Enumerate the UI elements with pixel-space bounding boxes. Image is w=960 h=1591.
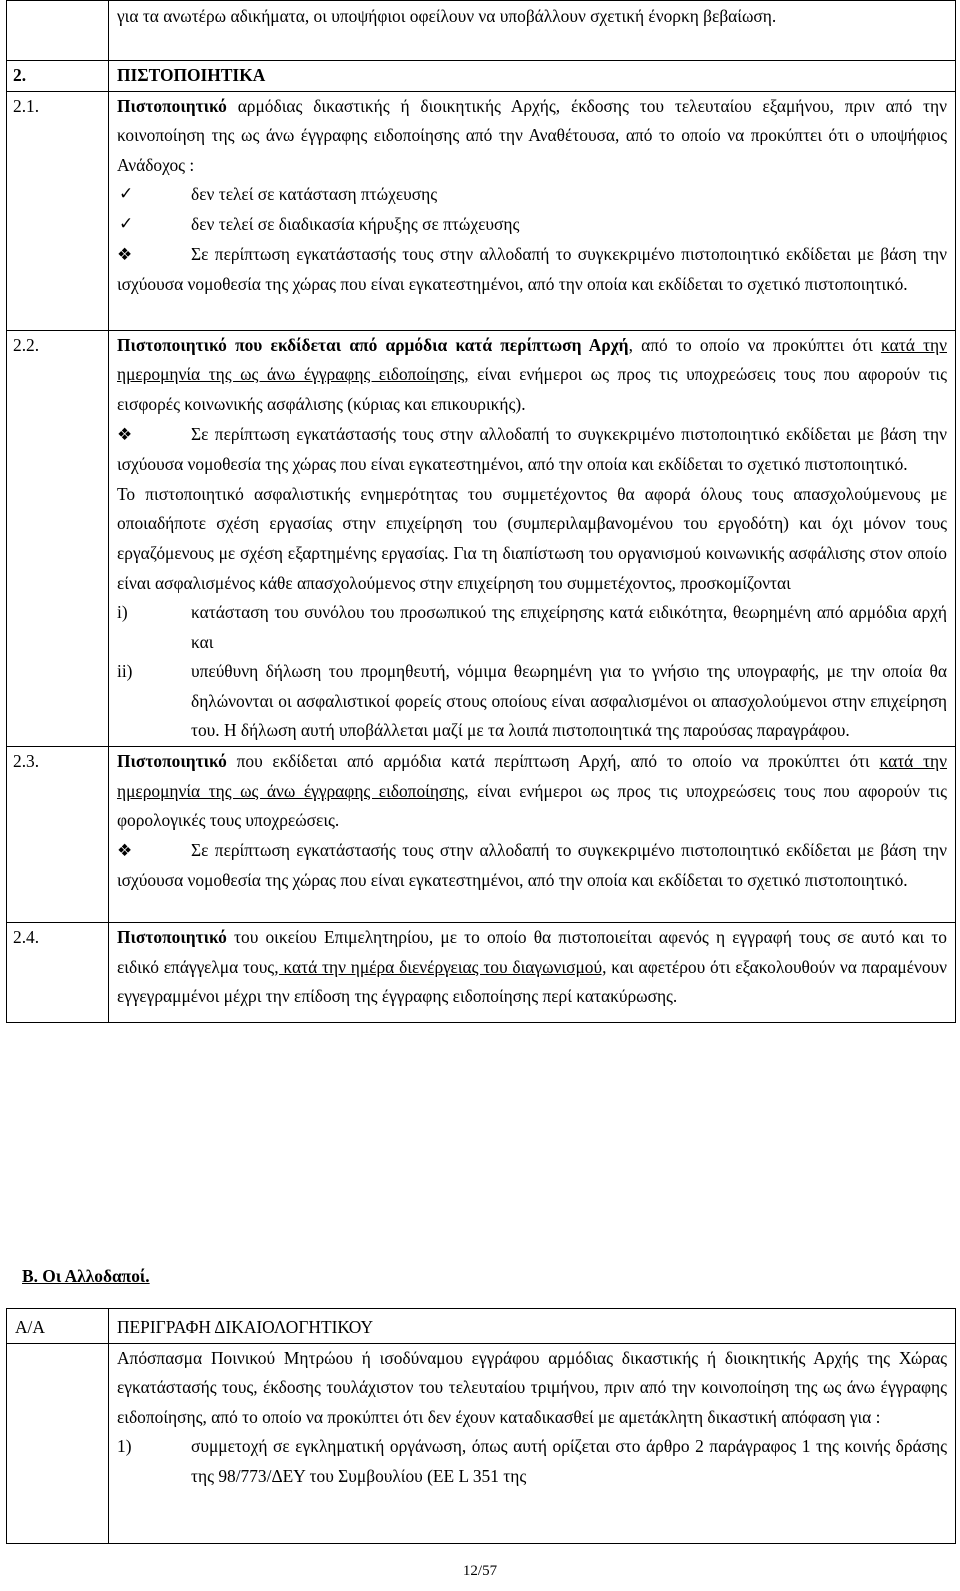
table-row	[7, 1, 956, 61]
foreign-note: ❖ Σε περίπτωση εγκατάστασής τους στην αλλοδαπή το συγκεκριμένο πιστοποιητικό εκδίδεται με βάση την ισχύουσα νομοθεσία της χώρας που είναι εγκατεστημένοι, από την οποία και εκδίδεται το σχετικό πιστοποιητικό.	[117, 420, 947, 480]
table-row	[7, 1343, 956, 1543]
list-item: ✓ δεν τελεί σε διαδικασία κήρυξης σε πτώχευσης	[117, 210, 947, 240]
check-icon: ✓	[119, 213, 134, 234]
foreigners-table	[6, 1308, 956, 1544]
list-item: ii) υπεύθυνη δήλωση του προμηθευτή, νόμιμα θεωρημένη για το γνήσιο της υπογραφής, με την οποία θα δηλώνονται οι ασφαλιστικοί φορείς στους οποίους είναι ασφαλισμένοι οι απασχολούμενοι στην επιχείρηση του. Η δήλωση αυτή υποβάλλεται μαζί με τα λοιπά πιστοποιητικά της παρούσας παραγράφου.	[117, 661, 947, 741]
table-row	[7, 61, 956, 92]
item-number: 2.3.	[7, 747, 109, 923]
item-number: 2.1.	[7, 91, 109, 330]
item-number: 2.4.	[7, 923, 109, 1023]
section-title: ΠΙΣΤΟΠΟΙΗΤΙΚΑ	[109, 61, 956, 92]
table-row	[7, 1309, 956, 1344]
col-header-aa: Α/Α	[7, 1309, 109, 1344]
item-24-paragraph: Πιστοποιητικό του οικείου Επιμελητηρίου, με το οποίο θα πιστοποιείται αφενός η εγγραφή τους σε αυτό και το ειδικό επάγγελμα τους, κατά την ημέρα διενέργειας του διαγωνισμού, και αφετέρου ότι εξακολουθούν να παραμένουν εγγεγραμμένοι μέχρι την επίδοση της έγγραφης ειδοποίησης περί κατακύρωσης.	[117, 927, 948, 1007]
item-21-paragraph: Πιστοποιητικό αρμόδιας δικαστικής ή διοικητικής Αρχής, έκδοσης του τελευταίου εξαμήνου, πριν από την κοινοποίηση της ως άνω έγγραφης ειδοποίησης από την Αναθέτουσα, από το οποίο να προκύπτει ότι ο υποψήφιος Ανάδοχος :	[117, 95, 947, 175]
list-item: 1) συμμετοχή σε εγκληματική οργάνωση, όπως αυτή ορίζεται στο άρθρο 2 παράγραφος 1 της κοινής δράσης της 98/773/ΔΕΥ του Συμβουλίου (ΕΕ L 351 της	[117, 1436, 947, 1486]
table-row	[7, 330, 956, 746]
col-header-description: ΠΕΡΙΓΡΑΦΗ ΔΙΚΑΙΟΛΟΓΗΤΙΚΟΥ	[109, 1309, 956, 1344]
item-22-paragraph: Πιστοποιητικό που εκδίδεται από αρμόδια κατά περίπτωση Αρχή, από το οποίο να προκύπτει ότι κατά την ημερομηνία της ως άνω έγγραφης ειδοποίησης, είναι ενήμεροι ως προς τις υποχρεώσεις τους που αφορούν τις εισφορές κοινωνικής ασφάλισης (κύριας και επικουρικής).	[117, 334, 948, 414]
certificates-table	[6, 0, 956, 1023]
list-item: i) κατάσταση του συνόλου του προσωπικού της επιχείρησης κατά ειδικότητα, θεωρημένη από αρμόδια αρχή και	[117, 602, 947, 652]
check-icon: ✓	[119, 184, 134, 205]
table-row	[7, 747, 956, 923]
list-item: ✓ δεν τελεί σε κατάσταση πτώχευσης	[117, 180, 947, 210]
table-row	[7, 923, 956, 1023]
foreign-note: ❖ Σε περίπτωση εγκατάστασής τους στην αλλοδαπή το συγκεκριμένο πιστοποιητικό εκδίδεται με βάση την ισχύουσα νομοθεσία της χώρας που είναι εγκατεστημένοι, από την οποία και εκδίδεται το σχετικό πιστοποιητικό.	[117, 836, 947, 896]
diamond-icon: ❖	[117, 840, 133, 861]
page-number: 12/57	[462, 1563, 498, 1579]
item-number: 2.2.	[7, 330, 109, 746]
insurance-paragraph: Το πιστοποιητικό ασφαλιστικής ενημερότητας του συμμετέχοντος θα αφορά όλους τους απασχολούμενους με οποιαδήποτε σχέση εργασίας στην επιχείρηση του (συμπεριλαμβανομένου του εργοδότη) και όχι μόνον τους εργαζόμενους με σχέση εξαρτημένης εργασίας. Για τη διαπίστωση του οργανισμού κοινωνικής ασφάλισης στον οποίο είναι ασφαλισμένος κάθε απασχολούμενος στην επιχείρηση του συμμετέχοντος, προσκομίζονται	[117, 483, 947, 593]
diamond-icon: ❖	[117, 244, 133, 265]
foreign-note: ❖ Σε περίπτωση εγκατάστασής τους στην αλλοδαπή το συγκεκριμένο πιστοποιητικό εκδίδεται με βάση την ισχύουσα νομοθεσία της χώρας που είναι εγκατεστημένοι, από την οποία και εκδίδεται το σχετικό πιστοποιητικό.	[117, 240, 947, 300]
diamond-icon: ❖	[117, 424, 133, 445]
section-number: 2.	[7, 61, 109, 92]
table-row	[7, 91, 956, 330]
item-23-paragraph: Πιστοποιητικό που εκδίδεται από αρμόδια κατά περίπτωση Αρχή, από το οποίο να προκύπτει ότι κατά την ημερομηνία της ως άνω έγγραφης ειδοποίησης, είναι ενήμεροι ως προς τις υποχρεώσεις τους που αφορούν τις φορολογικές τους υποχρεώσεις.	[117, 751, 947, 831]
intro-paragraph: για τα ανωτέρω αδικήματα, οι υποψήφιοι οφείλουν να υποβάλλουν σχετική ένορκη βεβαίωση.	[117, 6, 777, 26]
section-heading: Β. Οι Αλλοδαποί.	[22, 1266, 150, 1286]
criminal-record-paragraph: Απόσπασμα Ποινικού Μητρώου ή ισοδύναμου εγγράφου αρμόδιας δικαστικής ή διοικητικής Αρχής της Χώρας εγκατάστασής τους, έκδοσης τουλάχιστον του τελευταίου τριμήνου, πριν από την κοινοποίηση της ως άνω έγγραφης ειδοποίησης, από το οποίο να προκύπτει ότι δεν έχουν καταδικασθεί με αμετάκλητη δικαστική απόφαση για :	[117, 1347, 947, 1427]
